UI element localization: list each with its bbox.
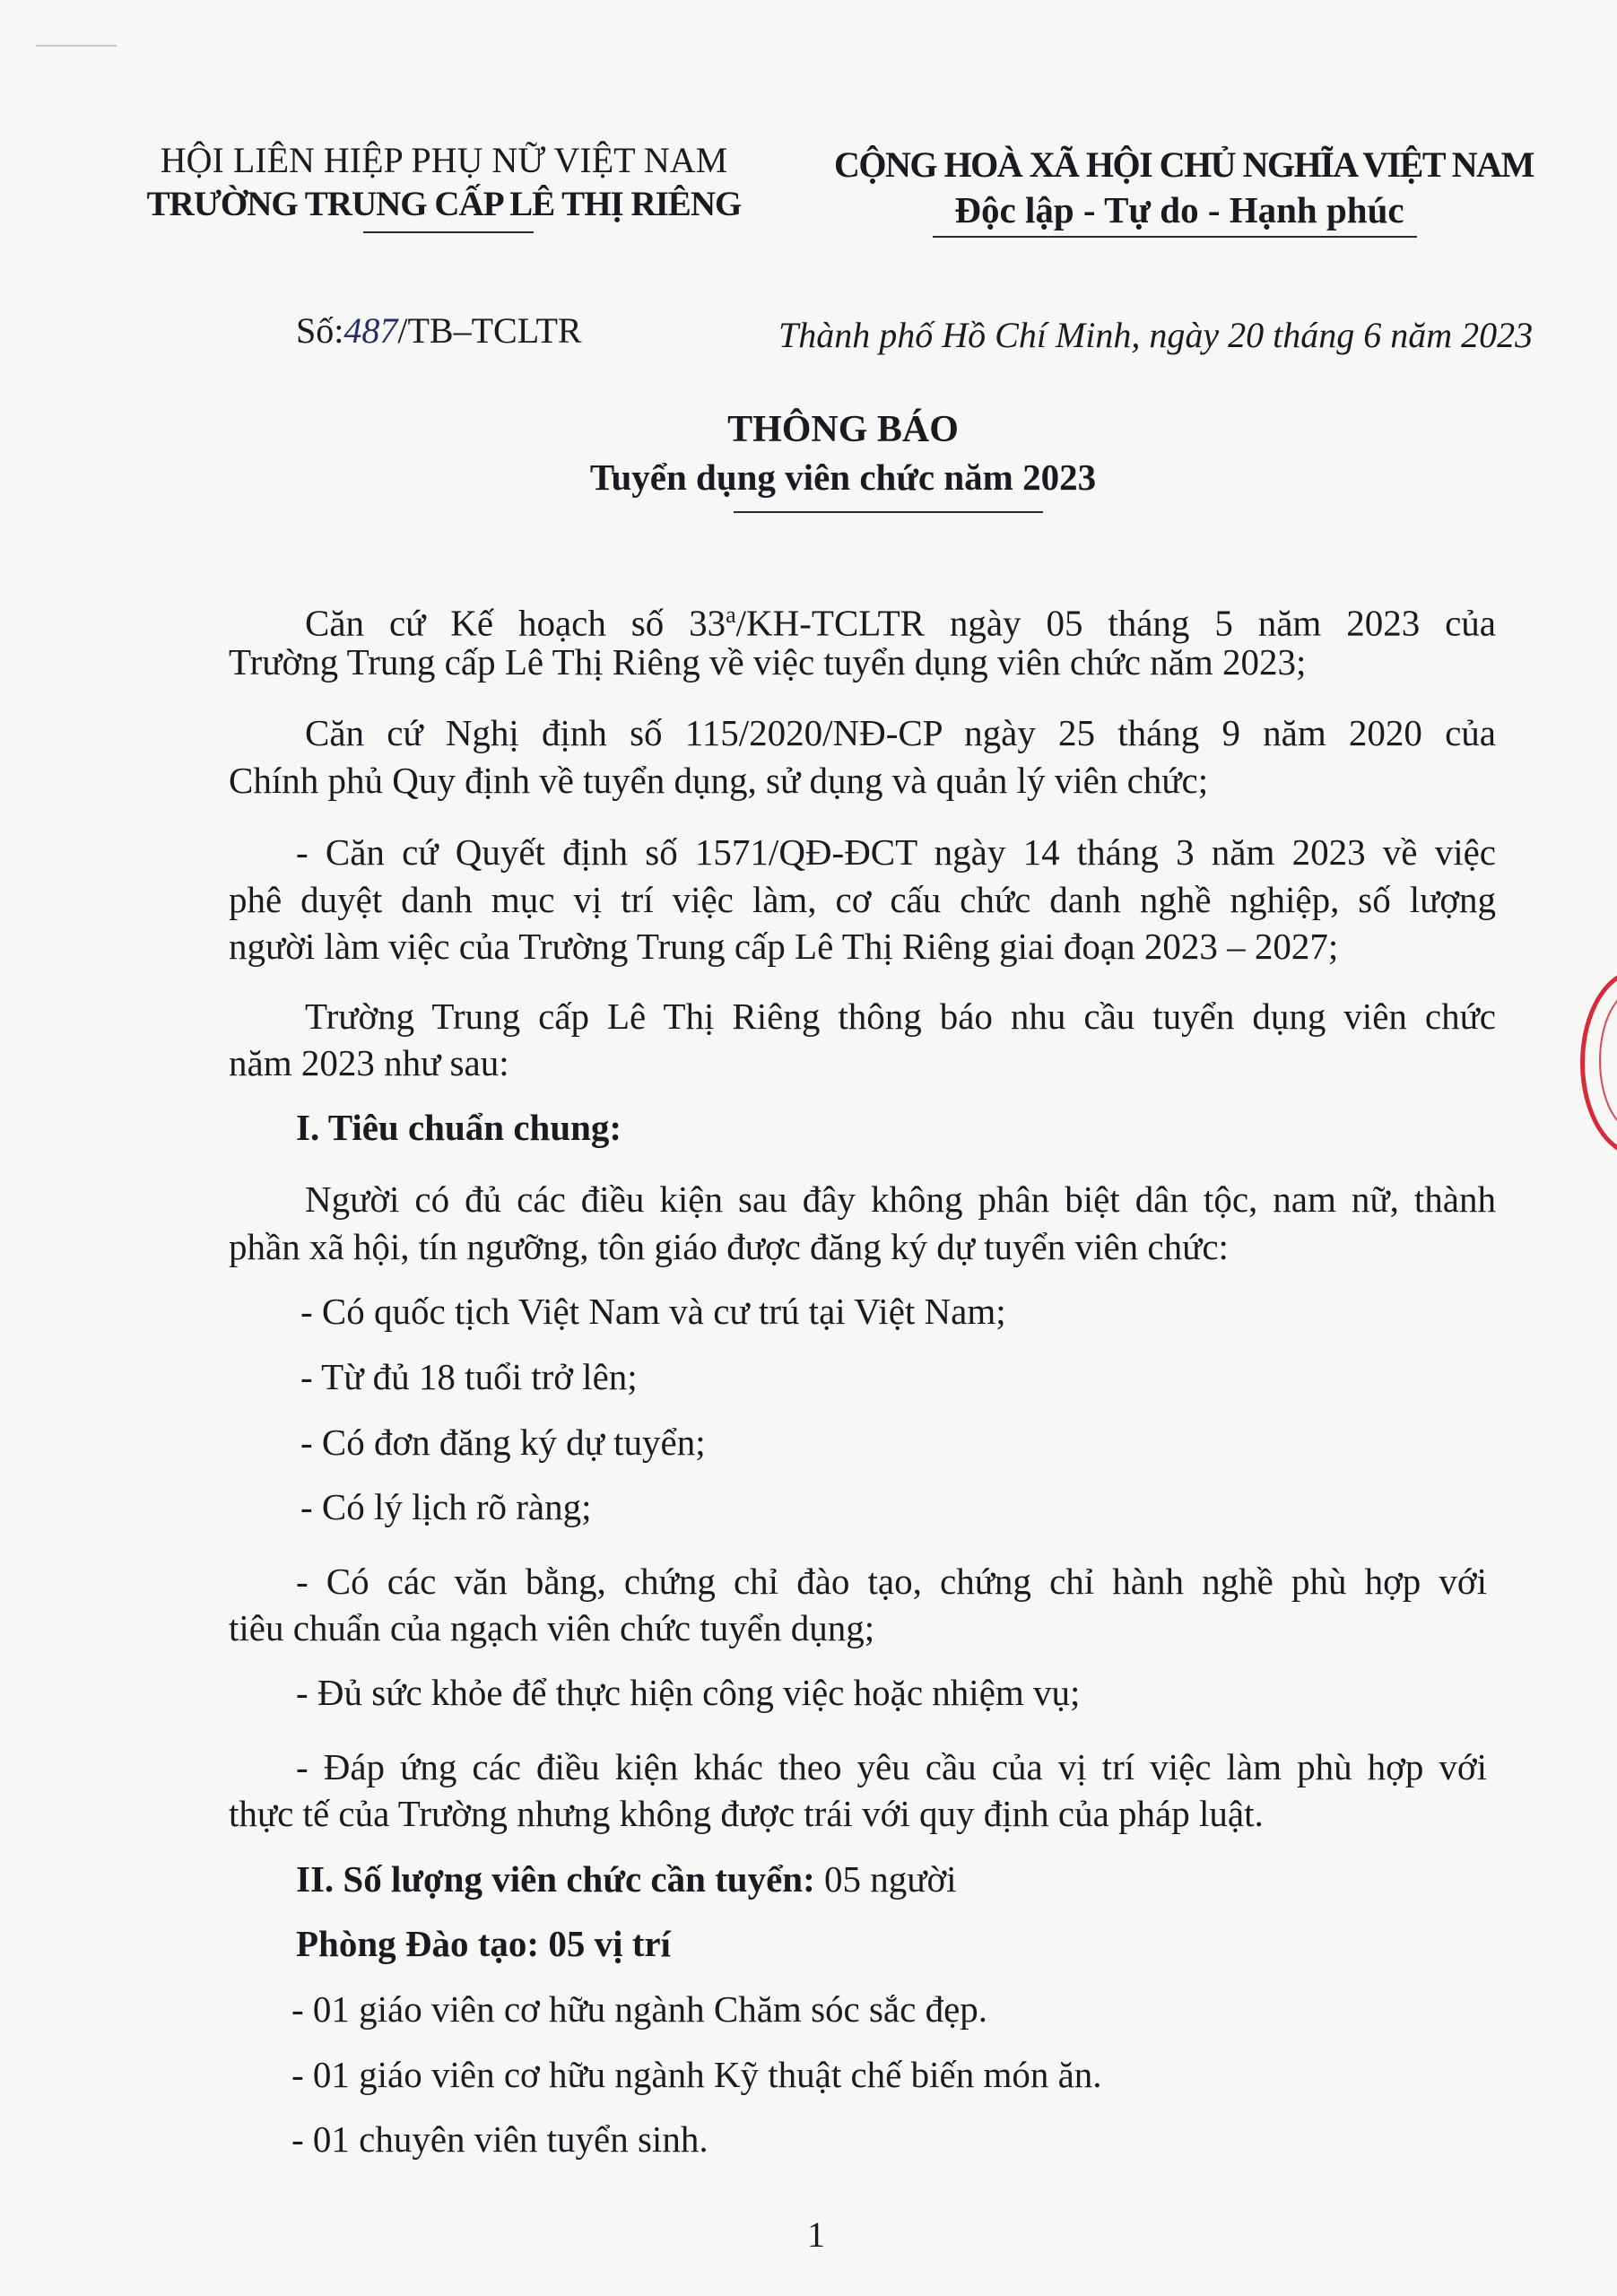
- org-name: HỘI LIÊN HIỆP PHỤ NỮ VIỆT NAM: [160, 140, 728, 180]
- section-quantity: [296, 1857, 957, 1902]
- school-underline: [363, 231, 534, 233]
- position-beauty-teacher: - 01 giáo viên cơ hữu ngành Chăm sóc sắc đẹp.: [291, 1988, 988, 2030]
- section-quantity-value: 05 người: [814, 1858, 957, 1900]
- basis-decree-line2: Chính phủ Quy định về tuyển dụng, sử dụng và quản lý viên chức;: [229, 760, 1209, 801]
- eligibility-line2: phần xã hội, tín ngưỡng, tôn giáo được đăng ký dự tuyển viên chức:: [229, 1226, 1229, 1267]
- red-seal-fragment: [1580, 969, 1617, 1157]
- eligibility-line1: Người có đủ các điều kiện sau đây không phân biệt dân tộc, nam nữ, thành: [305, 1178, 1496, 1220]
- criterion-qualifications-line1: - Có các văn bằng, chứng chỉ đào tạo, chứng chỉ hành nghề phù hợp với: [296, 1561, 1487, 1602]
- criterion-age: - Từ đủ 18 tuổi trở lên;: [300, 1356, 638, 1397]
- criterion-qualifications-line2: tiêu chuẩn của ngạch viên chức tuyển dụng;: [229, 1607, 875, 1648]
- criterion-other-line2: thực tế của Trường nhưng không được trái với quy định của pháp luật.: [229, 1793, 1264, 1834]
- number-suffix: /TB–TCLTR: [397, 310, 582, 351]
- basis-decision-line1: - Căn cứ Quyết định số 1571/QĐ-ĐCT ngày 14 tháng 3 năm 2023 về việc: [296, 831, 1496, 873]
- school-name: TRƯỜNG TRUNG CẤP LÊ THỊ RIÊNG: [146, 185, 742, 223]
- basis-plan-text: Căn cứ Kế hoạch số 33: [305, 602, 726, 644]
- announcement-line1: Trường Trung cấp Lê Thị Riêng thông báo nhu cầu tuyển dụng viên chức: [305, 996, 1496, 1037]
- document-title: THÔNG BÁO: [727, 409, 959, 450]
- nation-title: CỘNG HOÀ XÃ HỘI CHỦ NGHĨA VIỆT NAM: [834, 144, 1534, 185]
- criterion-other-line1: - Đáp ứng các điều kiện khác theo yêu cầu của vị trí việc làm phù hợp với: [296, 1746, 1487, 1787]
- basis-plan-line2: Trường Trung cấp Lê Thị Riêng về việc tuyển dụng viên chức năm 2023;: [229, 641, 1307, 683]
- basis-decree-line1: Căn cứ Nghị định số 115/2020/NĐ-CP ngày 25 tháng 9 năm 2020 của: [305, 712, 1496, 753]
- section-quantity-label: II. Số lượng viên chức cần tuyển:: [296, 1858, 815, 1900]
- title-underline: [734, 511, 1043, 513]
- position-admissions: - 01 chuyên viên tuyển sinh.: [291, 2118, 709, 2160]
- page-number: 1: [807, 2214, 825, 2255]
- basis-decision-line3: người làm việc của Trường Trung cấp Lê Thị Riêng giai đoạn 2023 – 2027;: [229, 926, 1339, 967]
- document-number: [296, 309, 582, 352]
- document-subtitle: Tuyển dụng viên chức năm 2023: [589, 457, 1097, 498]
- place-date: Thành phố Hồ Chí Minh, ngày 20 tháng 6 năm 2023: [778, 315, 1534, 355]
- basis-decision-line2: phê duyệt danh mục vị trí việc làm, cơ cấu chức danh nghề nghiệp, số lượng: [229, 879, 1496, 920]
- position-culinary-teacher: - 01 giáo viên cơ hữu ngành Kỹ thuật chế biến món ăn.: [291, 2054, 1102, 2095]
- section-general-standards: I. Tiêu chuẩn chung:: [296, 1107, 622, 1148]
- motto: Độc lập - Tự do - Hạnh phúc: [954, 189, 1404, 230]
- scan-mark: [36, 45, 117, 47]
- criterion-health: - Đủ sức khỏe để thực hiện công việc hoặc nhiệm vụ;: [296, 1672, 1081, 1713]
- criterion-background: - Có lý lịch rõ ràng;: [300, 1486, 592, 1527]
- announcement-line2: năm 2023 như sau:: [229, 1042, 509, 1083]
- basis-plan-text-rest: /KH-TCLTR ngày 05 tháng 5 năm 2023 của: [735, 602, 1496, 644]
- basis-plan-line1: [305, 592, 1496, 647]
- motto-underline: [933, 236, 1417, 238]
- criterion-nationality: - Có quốc tịch Việt Nam và cư trú tại Việt Nam;: [300, 1291, 1006, 1332]
- number-prefix: Số:: [296, 310, 344, 351]
- seal-inner-ring: [1599, 989, 1617, 1132]
- handwritten-number: 487: [343, 310, 398, 351]
- department-heading: Phòng Đào tạo: 05 vị trí: [296, 1923, 671, 1964]
- criterion-application: - Có đơn đăng ký dự tuyển;: [300, 1422, 706, 1463]
- superscript: a: [726, 602, 736, 628]
